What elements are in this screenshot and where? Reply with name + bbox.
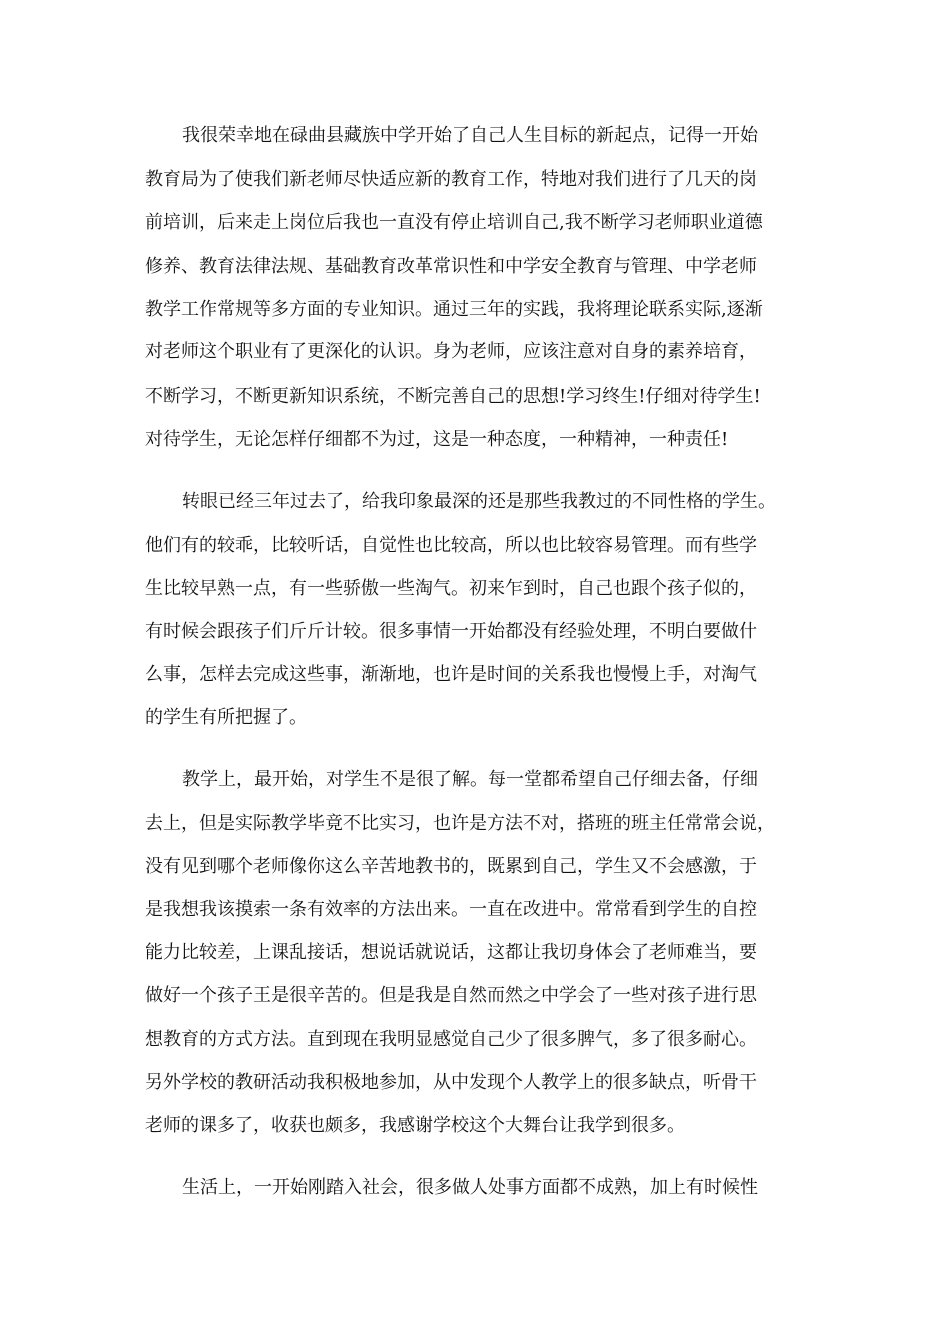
- paragraph-line: 想教育的方式方法。直到现在我明显感觉自己少了很多脾气，多了很多耐心。: [145, 1029, 757, 1050]
- paragraph-line: 没有见到哪个老师像你这么辛苦地教书的，既累到自己，学生又不会感激，于: [145, 856, 757, 877]
- paragraph-line: 另外学校的教研活动我积极地参加，从中发现个人教学上的很多缺点，听骨干: [145, 1072, 757, 1093]
- paragraph-line: 对老师这个职业有了更深化的认识。身为老师，应该注意对自身的素养培育，: [145, 341, 757, 362]
- paragraph-line: 能力比较差，上课乱接话，想说话就说话，这都让我切身体会了老师难当，要: [145, 942, 757, 963]
- paragraph-line: 有时候会跟孩子们斤斤计较。很多事情一开始都没有经验处理，不明白要做什: [145, 621, 757, 642]
- paragraph-line: 不断学习，不断更新知识系统，不断完善自己的思想!学习终生!仔细对待学生!: [145, 386, 761, 407]
- paragraph-line: 他们有的较乖，比较听话，自觉性也比较高，所以也比较容易管理。而有些学: [145, 535, 757, 556]
- paragraph-line: 教育局为了使我们新老师尽快适应新的教育工作，特地对我们进行了几天的岗: [145, 169, 757, 190]
- paragraph-line: 做好一个孩子王是很辛苦的。但是我是自然而然之中学会了一些对孩子进行思: [145, 985, 757, 1006]
- paragraph-line: 的学生有所把握了。: [145, 707, 307, 728]
- paragraph-line: 生活上，一开始刚踏入社会，很多做人处事方面都不成熟，加上有时候性: [182, 1177, 758, 1198]
- paragraph-line: 生比较早熟一点，有一些骄傲一些淘气。初来乍到时，自己也跟个孩子似的，: [145, 578, 757, 599]
- paragraph-line: 修养、教育法律法规、基础教育改革常识性和中学安全教育与管理、中学老师: [145, 256, 757, 277]
- paragraph-line: 是我想我该摸索一条有效率的方法出来。一直在改进中。常常看到学生的自控: [145, 899, 757, 920]
- paragraph-line: 前培训，后来走上岗位后我也一直没有停止培训自己,我不断学习老师职业道德: [145, 212, 763, 233]
- paragraph-line: 么事，怎样去完成这些事，渐渐地，也许是时间的关系我也慢慢上手，对淘气: [145, 664, 757, 685]
- paragraph-line: 我很荣幸地在碌曲县藏族中学开始了自己人生目标的新起点，记得一开始: [182, 125, 758, 146]
- paragraph-line: 转眼已经三年过去了，给我印象最深的还是那些我教过的不同性格的学生。: [182, 491, 776, 512]
- paragraph-line: 去上，但是实际教学毕竟不比实习，也许是方法不对，搭班的班主任常常会说，: [145, 813, 775, 834]
- paragraph-line: 老师的课多了，收获也颇多，我感谢学校这个大舞台让我学到很多。: [145, 1115, 685, 1136]
- paragraph-line: 教学上，最开始，对学生不是很了解。每一堂都希望自己仔细去备，仔细: [182, 769, 758, 790]
- paragraph-line: 教学工作常规等多方面的专业知识。通过三年的实践，我将理论联系实际,逐渐: [145, 299, 763, 320]
- paragraph-line: 对待学生，无论怎样仔细都不为过，这是一种态度，一种精神，一种责任!: [145, 429, 729, 450]
